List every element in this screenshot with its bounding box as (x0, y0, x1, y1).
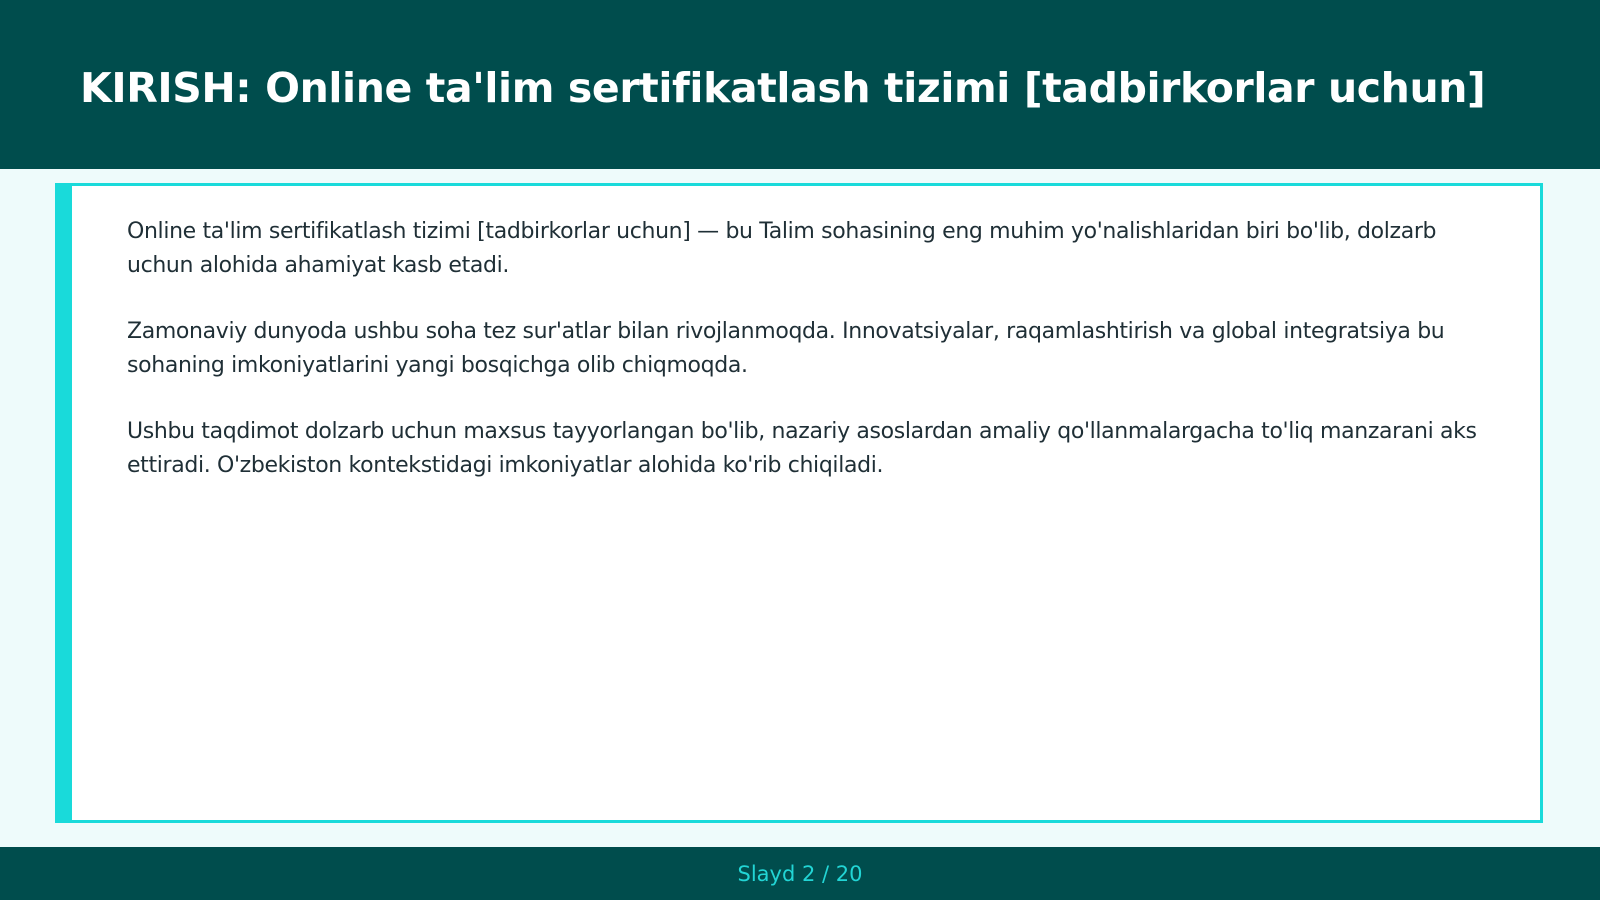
slide-header (0, 0, 1600, 169)
slide-number: Slayd 2 / 20 (737, 862, 863, 886)
development-paragraph: Zamonaviy dunyoda ushbu soha tez sur'atlar bilan rivojlanmoqda. Innovatsiyalar, raqamlashtirish va global integratsiya bu sohaning imkoniyatlarini yangi bosqichga olib chiqmoqda. (127, 319, 1445, 378)
slide-footer (0, 847, 1600, 900)
content-panel (55, 183, 1543, 823)
slide-title: KIRISH: Online ta'lim sertifikatlash tizimi [tadbirkorlar uchun] (80, 64, 1486, 112)
intro-paragraph: Online ta'lim sertifikatlash tizimi [tadbirkorlar uchun] — bu Talim sohasining eng muhim yo'nalishlaridan biri bo'lib, dolzarb uchun alohida ahamiyat kasb etadi. (127, 219, 1437, 278)
presentation-purpose-paragraph: Ushbu taqdimot dolzarb uchun maxsus tayyorlangan bo'lib, nazariy asoslardan amaliy qo'llanmalargacha to'liq manzarani aks ettiradi. O'zbekiston kontekstidagi imkoniyatlar alohida ko'rib chiqiladi. (127, 419, 1477, 478)
